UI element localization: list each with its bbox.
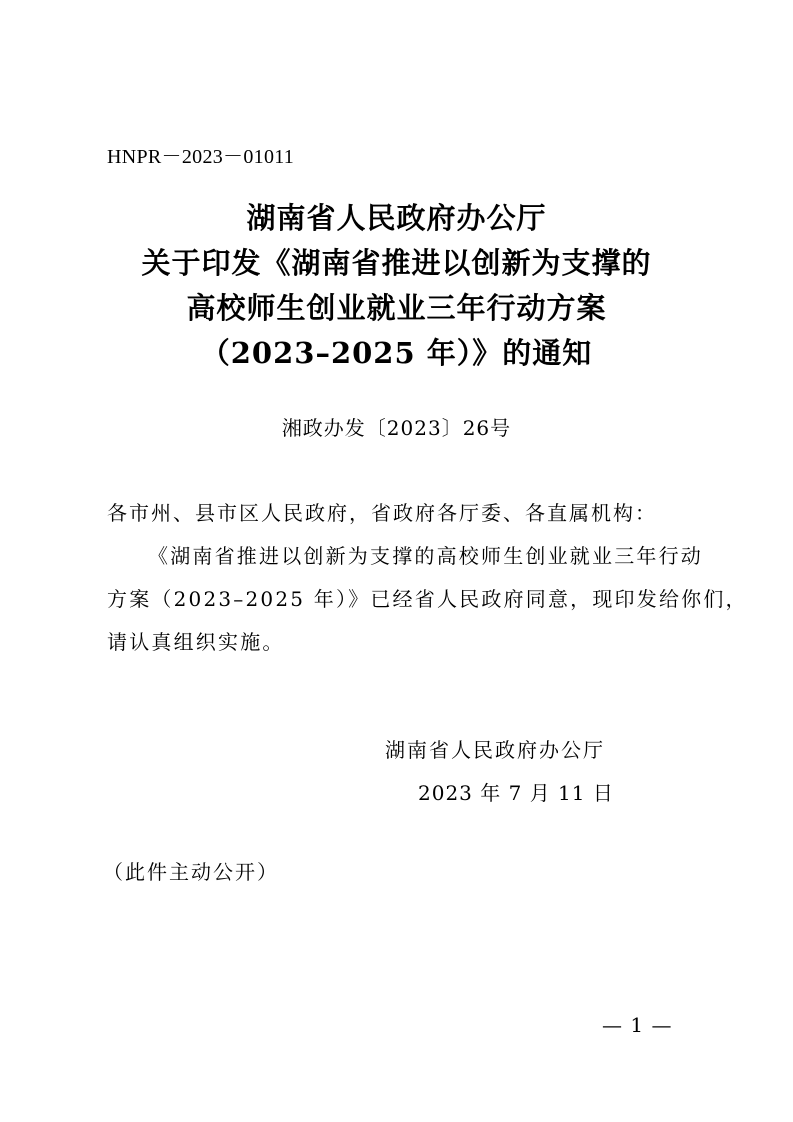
- page-number: — 1 —: [602, 1013, 673, 1037]
- body-line-3: 请认真组织实施。: [107, 630, 285, 654]
- title-line-1: 湖南省人民政府办公厅: [246, 201, 547, 235]
- title-line-4: （2023–2025 年）》的通知: [200, 336, 593, 370]
- signature-date: 2023 年 7 月 11 日: [418, 781, 614, 805]
- document-title: [0, 196, 793, 376]
- body-line-1: 《湖南省推进以创新为支撑的高校师生创业就业三年行动: [148, 544, 703, 568]
- document-number: 湘政办发〔2023〕26号: [281, 416, 512, 440]
- document-code: HNPR－2023－01011: [107, 146, 295, 168]
- addressee: 各市州、县市区人民政府，省政府各厅委、各直属机构：: [107, 501, 657, 525]
- signature-organization: 湖南省人民政府办公厅: [385, 738, 605, 762]
- title-line-2: 关于印发《湖南省推进以创新为支撑的: [141, 246, 652, 280]
- disclosure-note: （此件主动公开）: [103, 860, 279, 884]
- body-line-2: 方案（2023–2025 年）》已经省人民政府同意，现印发给你们，: [107, 587, 748, 611]
- title-line-3: 高校师生创业就业三年行动方案: [186, 291, 607, 325]
